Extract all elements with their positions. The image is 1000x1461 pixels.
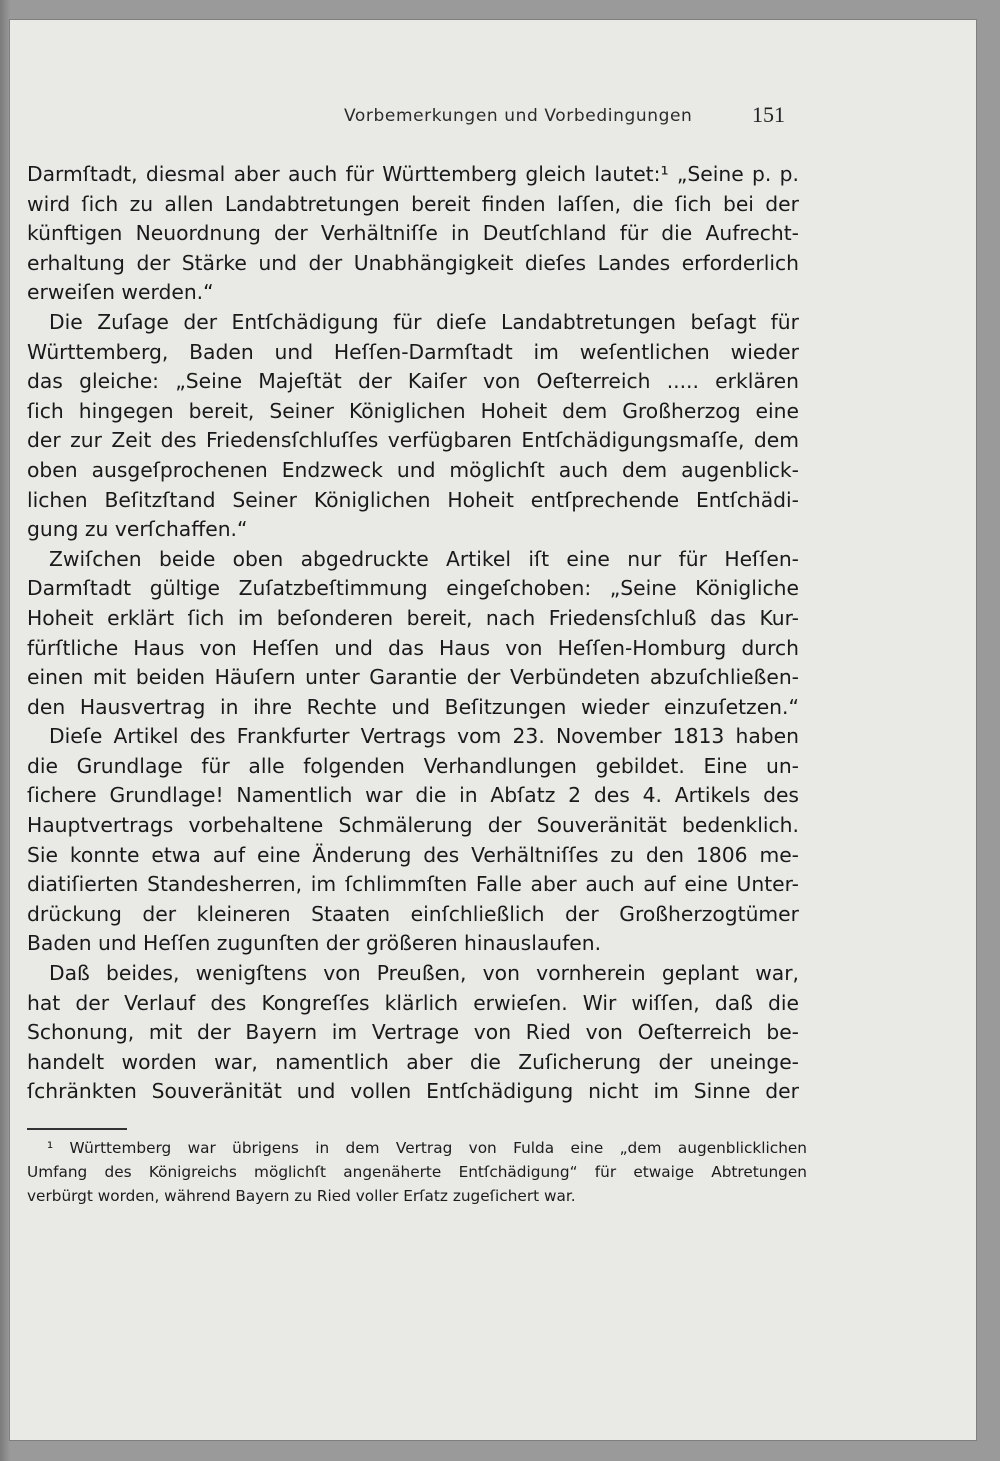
text-line: Die Zuſage der Entſchädigung für dieſe Landabtretungen beſagt für xyxy=(49,309,799,334)
text-line: Baden und Heſſen zugunſten der größeren hinauslaufen. xyxy=(27,931,602,956)
text-line: erweiſen werden.“ xyxy=(27,280,214,305)
text-line: der zur Zeit des Friedensſchluſſes verfügbaren Entſchädigungsmaſſe, dem xyxy=(27,428,799,453)
text-line: Darmſtadt, diesmal aber auch für Württemberg gleich lautet:¹ „Seine p. p. xyxy=(27,162,799,186)
text-line: künftigen Neuordnung der Verhältniſſe in Deutſchland für die Aufrecht- xyxy=(27,221,799,246)
running-head xyxy=(10,102,976,136)
book-page xyxy=(10,20,976,1440)
text-line: Sie konnte etwa auf eine Änderung des Verhältniſſes zu den 1806 me- xyxy=(27,842,799,867)
main-text-block xyxy=(27,160,799,1107)
text-line: den Hausvertrag in ihre Rechte und Beſitzungen wieder einzuſetzen.“ xyxy=(27,694,799,719)
footnote-line: verbürgt worden, während Bayern zu Ried voller Erſatz zugeſichert war. xyxy=(27,1187,576,1205)
text-line: die Grundlage für alle folgenden Verhandlungen gebildet. Eine un- xyxy=(27,753,799,778)
text-line: oben ausgeſprochenen Endzweck und möglichſt auch dem augenblick- xyxy=(27,457,799,482)
text-line: Daß beides, wenigſtens von Preußen, von vornherein geplant war, xyxy=(49,961,799,986)
text-line: Hoheit erklärt ſich im beſonderen bereit, nach Friedensſchluß das Kur- xyxy=(27,605,799,630)
text-line: fürſtliche Haus von Heſſen und das Haus von Heſſen-Homburg durch xyxy=(27,635,799,660)
text-line: wird ſich zu allen Landabtretungen bereit finden laſſen, die ſich bei der xyxy=(27,191,799,216)
footnote-block xyxy=(27,1136,807,1208)
footnote-line: Umfang des Königreichs möglichſt angenäherte Entſchädigung“ für etwaige Abtretungen xyxy=(27,1163,807,1181)
text-line: erhaltung der Stärke und der Unabhängigkeit dieſes Landes erforderlich xyxy=(27,250,799,275)
text-line: handelt worden war, namentlich aber die Zuſicherung der uneinge- xyxy=(27,1049,799,1074)
footnote-line: ¹ Württemberg war übrigens in dem Vertrag von Fulda eine „dem augenblicklichen xyxy=(47,1139,807,1157)
text-line: einen mit beiden Häuſern unter Garantie der Verbündeten abzuſchließen- xyxy=(27,665,799,690)
footnote-separator-rule xyxy=(27,1128,127,1130)
text-line: gung zu verſchaffen.“ xyxy=(27,517,248,542)
scan-edge-shadow xyxy=(0,0,10,1461)
text-line: das gleiche: „Seine Majeſtät der Kaiſer von Oeſterreich ..... erklären xyxy=(27,369,799,394)
text-line: Darmſtadt gültige Zuſatzbeſtimmung eingeſchoben: „Seine Königliche xyxy=(27,576,799,601)
text-line: hat der Verlauf des Kongreſſes klärlich erwieſen. Wir wiſſen, daß die xyxy=(27,990,799,1015)
text-line: Dieſe Artikel des Frankfurter Vertrags vom 23. November 1813 haben xyxy=(49,724,799,749)
text-line: Schonung, mit der Bayern im Vertrage von Ried von Oeſterreich be- xyxy=(27,1020,799,1045)
running-head-title: Vorbemerkungen und Vorbedingungen xyxy=(344,106,693,126)
text-line: ſichere Grundlage! Namentlich war die in Abſatz 2 des 4. Artikels des xyxy=(27,783,799,808)
text-line: lichen Beſitzſtand Seiner Königlichen Hoheit entſprechende Entſchädi- xyxy=(27,487,799,512)
text-line: drückung der kleineren Staaten einſchließlich der Großherzogtümer xyxy=(27,901,799,926)
text-line: Württemberg, Baden und Heſſen-Darmſtadt im weſentlichen wieder xyxy=(27,339,799,364)
text-line: ſchränkten Souveränität und vollen Entſchädigung nicht im Sinne der xyxy=(27,1079,799,1104)
text-line: ſich hingegen bereit, Seiner Königlichen Hoheit dem Großherzog eine xyxy=(27,398,799,423)
text-line: diatiſierten Standesherren, im ſchlimmſten Falle aber auch auf eine Unter- xyxy=(27,872,799,897)
text-line: Zwiſchen beide oben abgedruckte Artikel iſt eine nur für Heſſen- xyxy=(49,546,799,571)
page-number: 151 xyxy=(752,102,785,127)
text-line: Hauptvertrags vorbehaltene Schmälerung der Souveränität bedenklich. xyxy=(27,813,799,838)
